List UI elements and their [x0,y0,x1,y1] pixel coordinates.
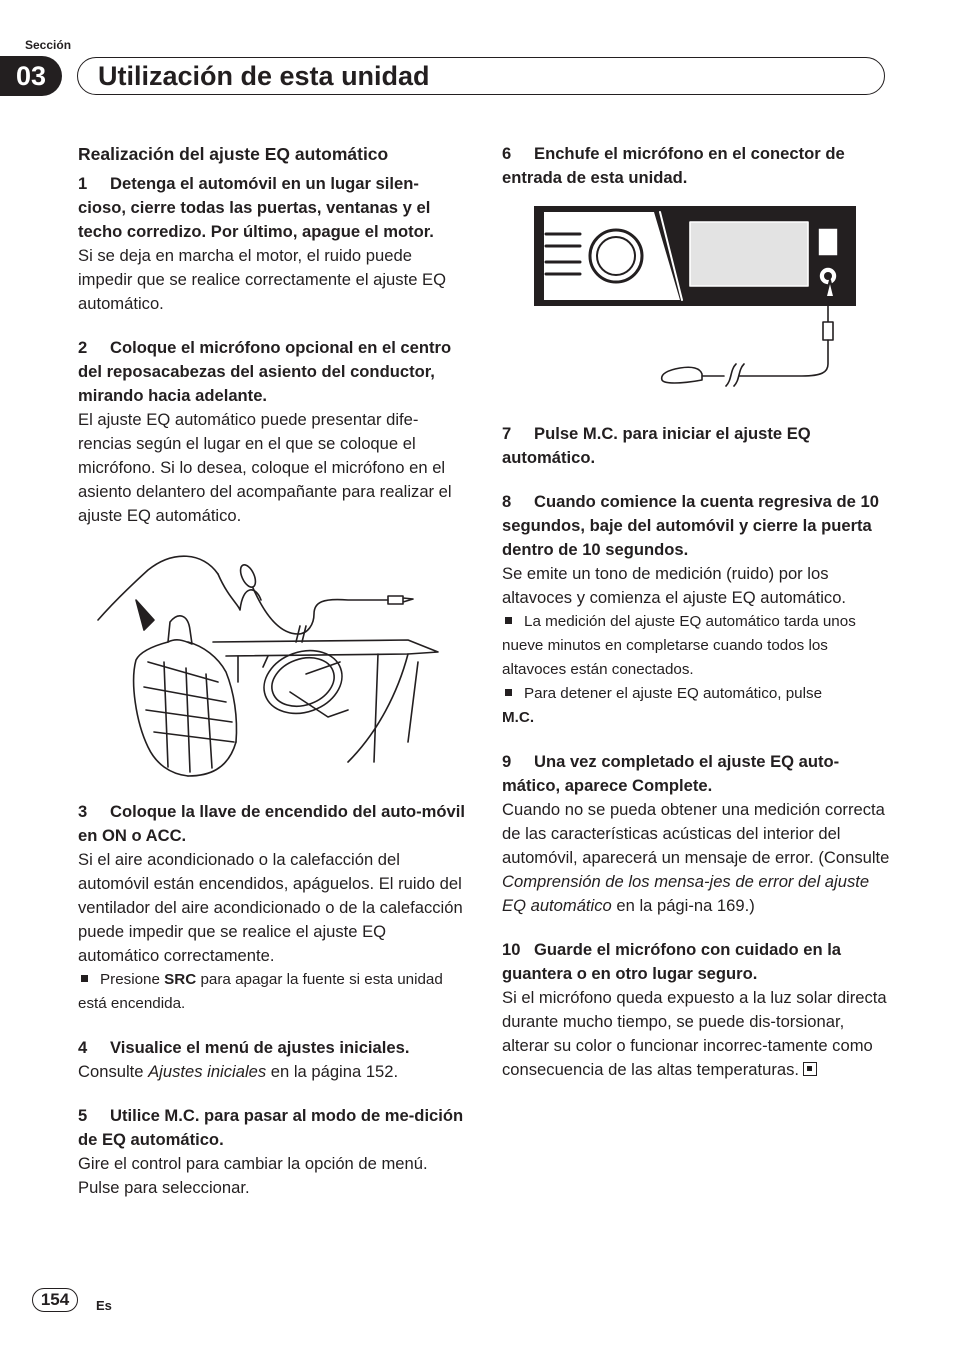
step-3 [78,800,466,1016]
step-8-number: 8 [502,492,512,511]
section-subtitle: Realización del ajuste EQ automático [78,144,389,164]
step-8-body: Se emite un tono de medición (ruido) por los altavoces y comienza el ajuste EQ automático. [502,564,847,607]
page-number: 154 [32,1288,78,1312]
step-4-title: Visualice el menú de ajustes iniciales. [110,1038,410,1057]
step-7 [502,422,892,470]
step-3-note-post: para apagar la fuente si esta unidad está encendida. [78,971,443,1012]
step-4-body-link: Ajustes iniciales [148,1062,267,1081]
step-10-number: 10 [502,940,521,959]
step-8-note-2-text: Para detener el ajuste EQ automático, pulse [524,685,823,702]
step-4-body [78,1060,466,1084]
step-6-number: 6 [502,144,512,163]
step-4-body-post: en la página 152. [266,1062,399,1081]
step-4-number: 4 [78,1038,88,1057]
step-5-body: Gire el control para cambiar la opción de menú. Pulse para seleccionar. [78,1154,428,1197]
chapter-title-text: Utilización de esta unidad [98,60,430,91]
section-label: Sección [25,38,72,52]
step-9-body [502,798,892,918]
step-10-body-text: Si el micrófono queda expuesto a la luz solar directa durante mucho tiempo, se puede dis-torsionar, alterar su color o funcionar incorrec-tamente como consecuencia de las altas temperaturas. [502,988,887,1079]
step-7-title: Pulse M.C. para iniciar el ajuste EQ automático. [502,424,811,467]
step-1 [78,172,466,316]
step-9-body-post: en la pági-na 169.) [611,896,755,915]
step-5 [78,1104,466,1200]
step-9-number: 9 [502,752,512,771]
step-2-body: El ajuste EQ automático puede presentar dife-rencias según el lugar en el que se coloque el micrófono. Si lo desea, coloque el micrófono en el asiento delantero del acompañante para realizar el ajuste EQ automático. [78,410,452,525]
step-1-title: Detenga el automóvil en un lugar silen-cioso, cierre todas las puertas, ventanas y el techo corredizo. Por último, apague el motor. [78,174,434,241]
step-8-note-1 [502,610,892,682]
step-1-number: 1 [78,174,88,193]
head-unit-microphone-illustration [502,204,892,404]
step-10-heading [502,938,892,986]
chapter-title [77,57,885,95]
car-seat-microphone-illustration [78,542,466,782]
step-8-title: Cuando comience la cuenta regresiva de 10 segundos, baje del automóvil y cierre la puerta dentro de 10 segundos. [502,492,879,559]
step-3-heading [78,800,466,848]
step-8-note-1-text: La medición del ajuste EQ automático tarda unos nueve minutos en completarse cuando todos los altavoces están conectados. [502,613,856,678]
step-9-heading [502,750,892,798]
step-2-heading [78,336,466,408]
step-3-body: Si el aire acondicionado o la calefacción del automóvil están encendidos, apáguelos. El ruido del ventilador del aire acondicionado o de la calefacción puede impedir que se realice el ajuste EQ automático correctamente. [78,850,463,965]
bullet-square-icon [505,617,512,624]
bullet-square-icon [505,689,512,696]
step-9 [502,750,892,918]
step-4 [78,1036,466,1084]
step-8-heading [502,490,892,562]
step-1-body: Si se deja en marcha el motor, el ruido puede impedir que se realice correctamente el ajuste EQ automático. [78,246,447,313]
step-6-heading [502,142,892,190]
step-9-title: Una vez completado el ajuste EQ auto-mático, aparece Complete. [502,752,840,795]
step-8 [502,490,892,730]
left-column [78,142,466,1200]
right-column [502,142,892,1082]
step-3-note-bold: SRC [164,971,197,988]
step-2-number: 2 [78,338,88,357]
step-1-heading [78,172,466,244]
step-7-heading [502,422,892,470]
step-3-number: 3 [78,802,88,821]
step-4-heading [78,1036,466,1060]
step-9-body-pre: Cuando no se pueda obtener una medición correcta de las características acústicas del interior del automóvil, aparecerá un mensaje de error. (Consulte [502,800,890,867]
bullet-square-icon [81,975,88,982]
language-code: Es [96,1298,112,1313]
step-3-title: Coloque la llave de encendido del auto-móvil en ON o ACC. [78,802,465,845]
step-6-title: Enchufe el micrófono en el conector de entrada de esta unidad. [502,144,845,187]
step-8-note-2 [502,682,892,730]
step-2-title: Coloque el micrófono opcional en el centro del reposacabezas del asiento del conductor, mirando hacia adelante. [78,338,452,405]
step-9-body-link: Comprensión de los mensa-jes de error del ajuste EQ automático [502,872,870,915]
step-5-title: Utilice M.C. para pasar al modo de me-dición de EQ automático. [78,1106,464,1149]
step-2 [78,336,466,528]
step-10-title: Guarde el micrófono con cuidado en la guantera o en otro lugar seguro. [502,940,842,983]
step-3-note-pre: Presione [100,971,165,988]
step-3-note [78,968,466,1016]
step-8-note-2-bold: M.C. [502,709,535,726]
end-of-section-icon [803,1062,817,1076]
step-10 [502,938,892,1082]
step-10-body [502,986,892,1082]
step-5-number: 5 [78,1106,88,1125]
step-5-heading [78,1104,466,1152]
step-6 [502,142,892,190]
step-4-body-pre: Consulte [78,1062,149,1081]
section-number-badge: 03 [0,56,62,96]
step-7-number: 7 [502,424,512,443]
